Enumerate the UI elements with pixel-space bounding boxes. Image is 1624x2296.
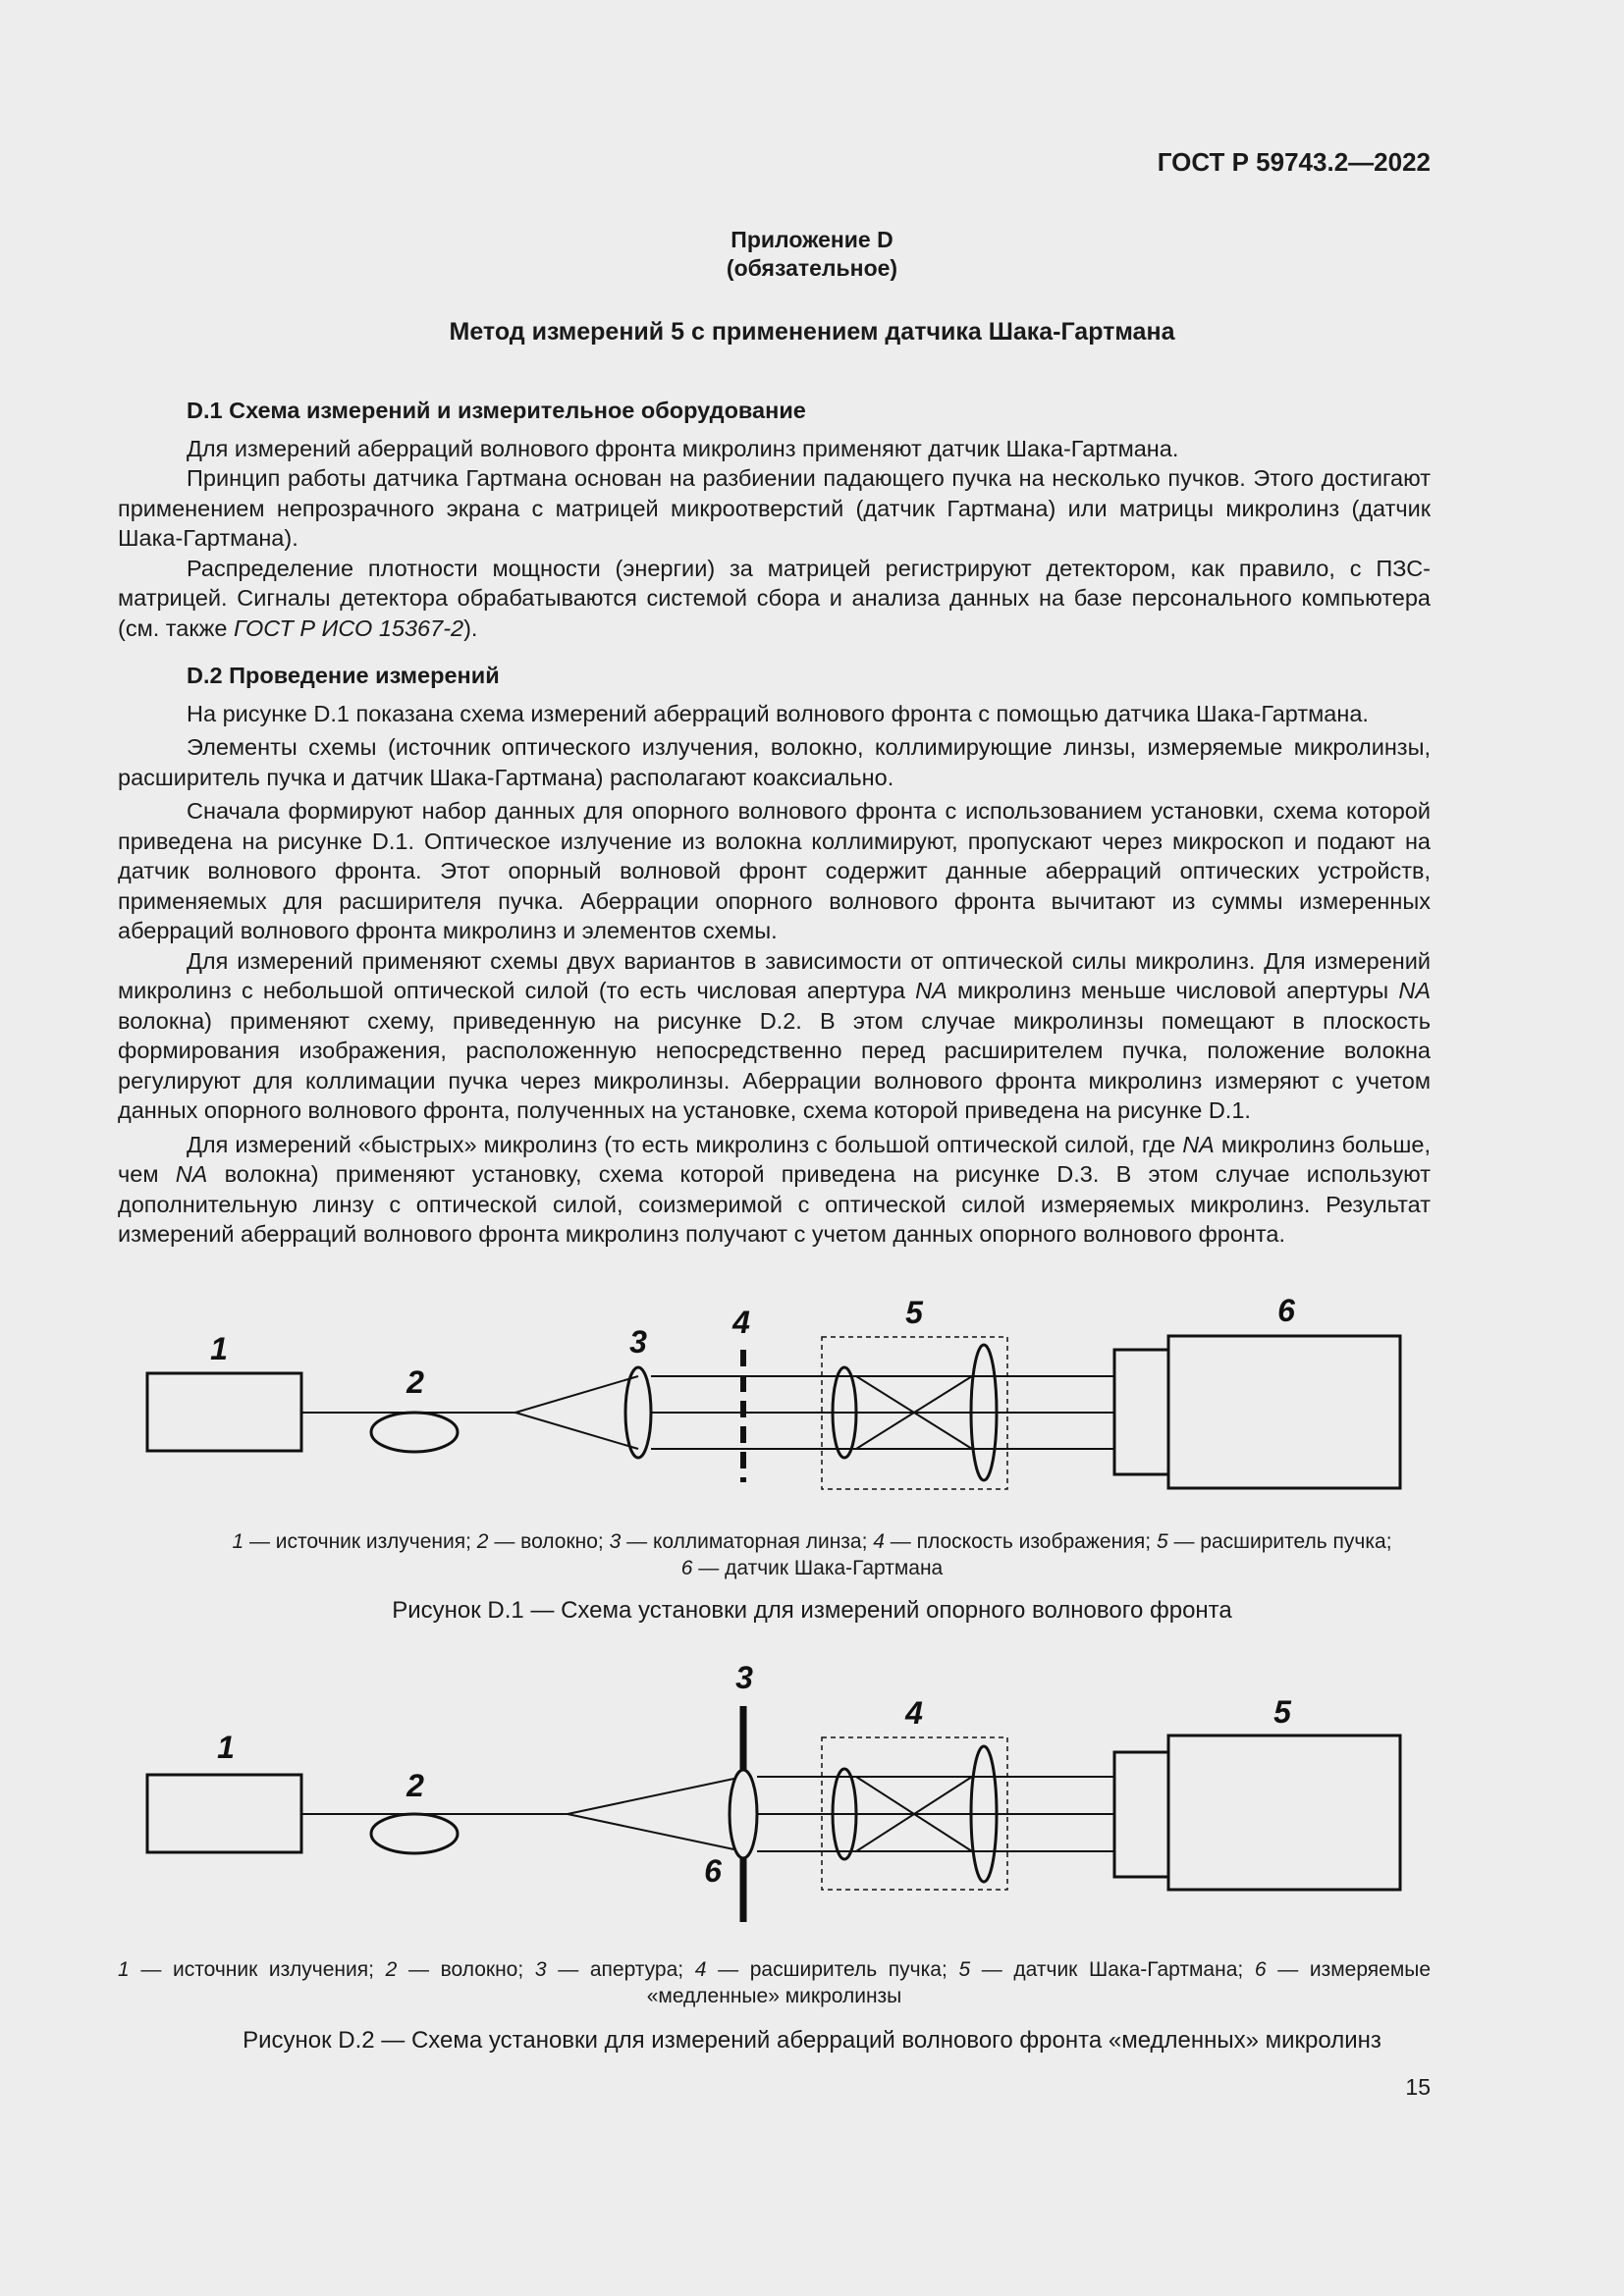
paragraph-text: микролинз больше, чем xyxy=(118,1131,1431,1187)
paragraph-text: волокна) применяют установку, схема которой приведена на рисунке D.3. В этом случае используют дополнительную линзу с оптической силой, соизмеримой с оптической силой измеряемых микролинз. Результат измерений аберраций волнового фронта микролинз получают с учетом данных опорного волнового фронта. xyxy=(118,1161,1431,1247)
legend-line: «медленные» микролинзы xyxy=(646,1985,902,2007)
figure-d1-diagram xyxy=(0,1286,1624,1512)
legend-num: 4 xyxy=(873,1530,885,1553)
paragraph-text: Для измерений «быстрых» микролинз (то есть микролинз с большой оптической силой, где xyxy=(187,1131,1183,1157)
section-d2 xyxy=(118,661,1431,1250)
label-4: 4 xyxy=(905,1695,923,1731)
legend-num: 3 xyxy=(534,1958,547,1981)
figure-d1-legend xyxy=(0,1528,1624,1581)
paragraph xyxy=(118,554,1431,644)
legend-text: — источник излучения; xyxy=(129,1958,386,1981)
legend-text: — датчик Шака-Гартмана; xyxy=(970,1958,1255,1981)
figure-d2-caption: Рисунок D.2 — Схема установки для измерений аберраций волнового фронта «медленных» микролинз xyxy=(243,2027,1381,2054)
paragraph-text: микролинз меньше числовой апертуры xyxy=(947,978,1399,1003)
legend-num: 5 xyxy=(958,1958,971,1981)
label-4: 4 xyxy=(732,1305,750,1340)
fiber-loop xyxy=(371,1814,458,1853)
beam-cone xyxy=(515,1376,638,1413)
na-term: NA xyxy=(1398,978,1431,1003)
sensor-lens-mount xyxy=(1114,1350,1168,1474)
legend-text: — волокно; xyxy=(488,1530,610,1553)
light-source-box xyxy=(147,1373,301,1451)
label-1: 1 xyxy=(217,1730,235,1765)
legend-num: 2 xyxy=(385,1958,398,1981)
fiber-loop xyxy=(371,1413,458,1452)
document-code: ГОСТ Р 59743.2—2022 xyxy=(1157,147,1431,177)
label-3: 3 xyxy=(735,1660,753,1695)
paragraph-text: ). xyxy=(463,614,478,641)
label-5: 5 xyxy=(1273,1694,1291,1730)
legend-text: — плоскость изображения; xyxy=(884,1530,1157,1553)
paragraph: Сначала формируют набор данных для опорного волнового фронта с использованием установки, схема которой приведена на рисунке D.1. Оптическое излучение из волокна коллимируют, пропускают через микроскоп и подают на датчик волнового фронта. Этот опорный волновой фронт содержит данные аберраций оптических устройств, применяемых для расширителя пучка. Аберрации опорного волнового фронта вычитают из суммы измеренных аберраций волнового фронта микролинз и элементов схемы. xyxy=(118,798,1431,943)
legend-text: — расширитель пучка; xyxy=(706,1958,959,1981)
paragraph xyxy=(118,1130,1431,1250)
legend-text: — расширитель пучка; xyxy=(1167,1530,1392,1553)
legend-text: — коллиматорная линза; xyxy=(621,1530,874,1553)
legend-text: — измеряемые xyxy=(1266,1958,1432,1981)
legend-num: 4 xyxy=(694,1958,707,1981)
label-1: 1 xyxy=(210,1331,228,1366)
legend-line xyxy=(0,1528,1624,1555)
shack-hartmann-sensor-box xyxy=(1168,1336,1400,1488)
sensor-lens-mount xyxy=(1114,1752,1168,1877)
label-6: 6 xyxy=(704,1853,722,1889)
figure-d2-legend xyxy=(118,1956,1431,2009)
beam-cone xyxy=(568,1777,743,1814)
legend-line xyxy=(0,1555,1624,1581)
legend-text: — датчик Шака-Гартмана xyxy=(692,1557,944,1579)
paragraph-text: Распределение плотности мощности (энергии) за матрицей регистрируют детектором, как правило, с ПЗС-матрицей. Сигналы детектора обрабатываются системой сбора и анализа данных на базе персонального компьютера (см. также xyxy=(118,555,1431,641)
legend-num: 3 xyxy=(609,1530,622,1553)
section-d1 xyxy=(118,396,1431,643)
paragraph-text: Для измерений применяют схемы двух вариантов в зависимости от оптической силы микролинз. Для измерений микролинз с небольшой оптической силой (то есть числовая апертура xyxy=(118,947,1431,1003)
paragraph: Принцип работы датчика Гартмана основан на разбиении падающего пучка на несколько пучков. Этого достигают применением непрозрачного экрана с матрицей микроотверстий (датчик Гартмана) или матрицы микролинз (датчик Шака-Гартмана). xyxy=(118,465,1431,551)
section-heading: D.2 Проведение измерений xyxy=(187,663,500,688)
paragraph xyxy=(118,946,1431,1126)
label-2: 2 xyxy=(406,1768,424,1803)
annex-status: (обязательное) xyxy=(726,255,898,281)
shack-hartmann-sensor-box xyxy=(1168,1735,1400,1890)
paragraph: Для измерений аберраций волнового фронта микролинз применяют датчик Шака-Гартмана. xyxy=(187,435,1179,461)
label-2: 2 xyxy=(406,1364,424,1400)
label-3: 3 xyxy=(629,1324,647,1360)
figure-d2-diagram xyxy=(0,1649,1624,1929)
legend-num: 5 xyxy=(1156,1530,1168,1553)
standard-reference: ГОСТ Р ИСО 15367-2 xyxy=(233,614,464,641)
legend-num: 2 xyxy=(476,1530,489,1553)
na-term: NA xyxy=(1182,1131,1215,1157)
legend-num: 1 xyxy=(118,1958,130,1981)
collimator-lens xyxy=(625,1367,651,1458)
legend-num: 6 xyxy=(680,1557,693,1579)
paragraph: На рисунке D.1 показана схема измерений аберраций волнового фронта с помощью датчика Шака-Гартмана. xyxy=(187,700,1369,726)
legend-num: 1 xyxy=(232,1530,244,1553)
paragraph-text: волокна) применяют схему, приведенную на рисунке D.2. В этом случае микролинзы помещают в плоскость формирования изображения, расположенную непосредственно перед расширителем пучка, положение волокна регулируют для коллимации пучка через микролинзы. Аберрации волнового фронта микролинз измеряют с учетом данных опорного волнового фронта, полученных на установке, схема которой приведена на рисунке D.1. xyxy=(118,1007,1431,1123)
annex-main-title: Метод измерений 5 с применением датчика Шака-Гартмана xyxy=(449,318,1175,346)
legend-num: 6 xyxy=(1254,1958,1267,1981)
legend-text: — апертура; xyxy=(546,1958,695,1981)
na-term: NA xyxy=(175,1161,208,1187)
legend-line xyxy=(118,1956,1431,1983)
paragraph: Элементы схемы (источник оптического излучения, волокно, коллимирующие линзы, измеряемые микролинзы, расширитель пучка и датчик Шака-Гартмана) располагают коаксиально. xyxy=(118,734,1431,790)
label-5: 5 xyxy=(905,1295,923,1330)
annex-name: Приложение D xyxy=(731,227,893,252)
beam-cone xyxy=(515,1413,638,1449)
section-heading: D.1 Схема измерений и измерительное оборудование xyxy=(187,398,806,423)
figure-d1-caption: Рисунок D.1 — Схема установки для измерений опорного волнового фронта xyxy=(392,1597,1232,1624)
light-source-box xyxy=(147,1775,301,1852)
label-6: 6 xyxy=(1277,1293,1295,1328)
legend-text: — волокно; xyxy=(397,1958,535,1981)
beam-cone xyxy=(568,1814,743,1851)
na-term: NA xyxy=(915,978,947,1003)
slow-microlens xyxy=(730,1770,757,1858)
legend-text: — источник излучения; xyxy=(244,1530,477,1553)
page-number: 15 xyxy=(1405,2074,1431,2100)
annex-title xyxy=(0,226,1624,283)
